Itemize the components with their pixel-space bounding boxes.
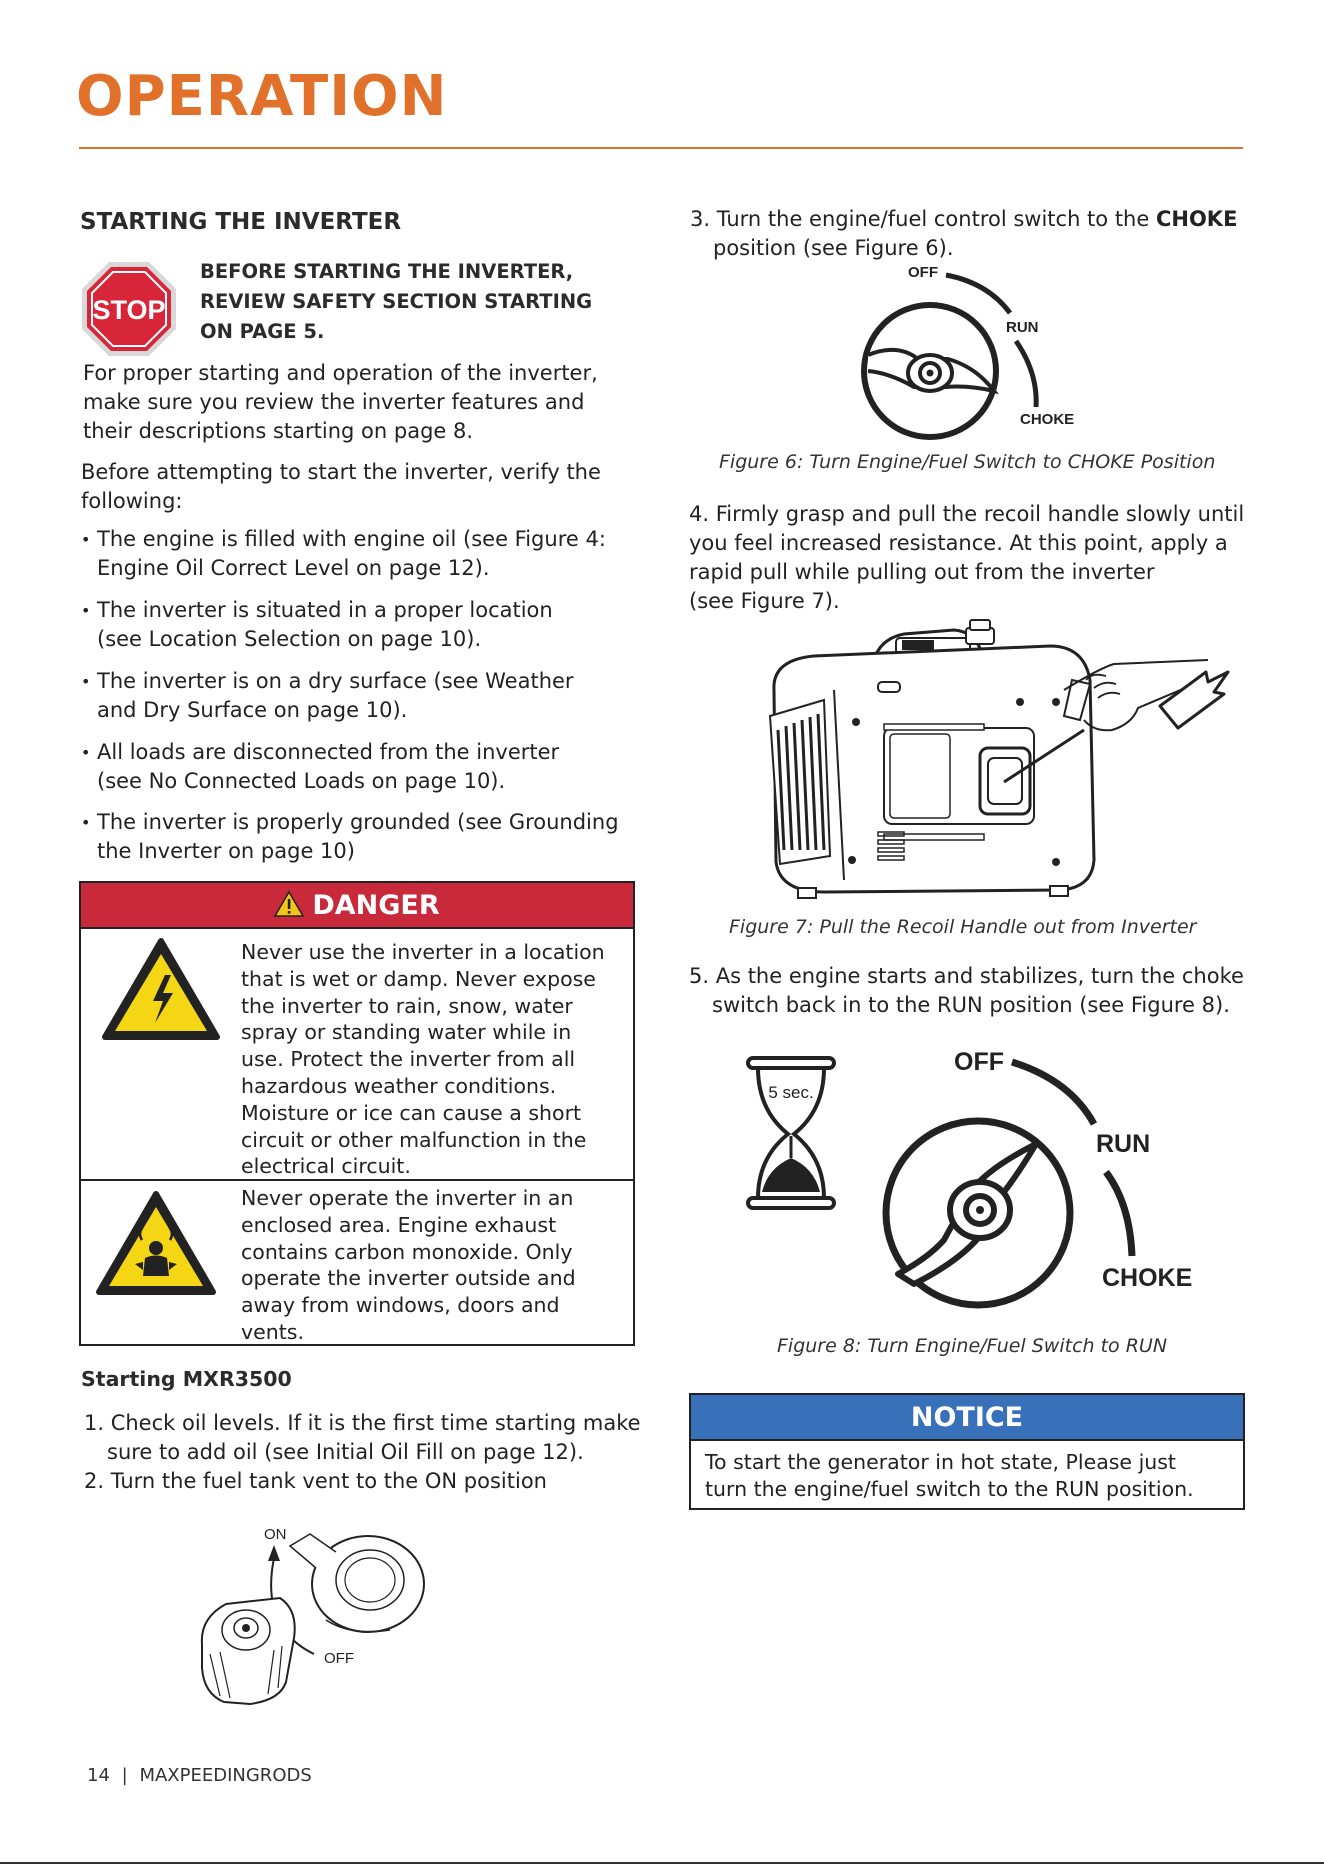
subsection-title: Starting MXR3500 [81, 1367, 292, 1391]
fig8-choke-label: CHOKE [1102, 1264, 1193, 1292]
stop-sign-label: STOP [92, 295, 166, 325]
figure-7-caption: Figure 7: Pull the Recoil Handle out from Inverter [729, 916, 1197, 938]
fig6-off-label: OFF [908, 264, 938, 281]
timer-label: 5 sec. [768, 1083, 814, 1102]
page-number: 14 [87, 1765, 110, 1786]
fuel-vent-figure [190, 1518, 440, 1718]
vent-on-label: ON [264, 1526, 287, 1543]
danger-title: DANGER [312, 890, 440, 921]
footer-brand: MAXPEEDINGRODS [139, 1765, 312, 1786]
hourglass-timer-icon [744, 1054, 840, 1212]
footer-separator: | [121, 1765, 128, 1786]
electric-shock-warning-icon [101, 937, 221, 1043]
figure-8-caption: Figure 8: Turn Engine/Fuel Switch to RUN [777, 1335, 1168, 1357]
verify-paragraph: Before attempting to start the inverter, verify the following: [81, 460, 601, 513]
fig6-run-label: RUN [1006, 319, 1039, 336]
danger-header [81, 883, 633, 929]
stop-sign-icon [80, 260, 178, 358]
figure-6-caption: Figure 6: Turn Engine/Fuel Switch to CHOKE Position [719, 451, 1216, 473]
danger-divider [81, 1179, 633, 1181]
title-divider [79, 147, 1243, 149]
notice-header: NOTICE [691, 1395, 1243, 1441]
danger-item-exhaust: Never operate the inverter in an enclosed area. Engine exhaust contains carbon monoxide. Only operate the inverter outside and away from windows, doors and vents. [241, 1186, 576, 1344]
step-2: 2. Turn the fuel tank vent to the ON position [84, 1469, 547, 1493]
step-1: 1. Check oil levels. If it is the first time starting make sure to add oil (see Initial Oil Fill on page 12). [84, 1411, 641, 1464]
notice-text: To start the generator in hot state, Please just turn the engine/fuel switch to the RUN position. [705, 1450, 1194, 1501]
section-title: STARTING THE INVERTER [80, 209, 402, 235]
choke-switch-figure [858, 263, 1098, 453]
step-3: 3. Turn the engine/fuel control switch to the CHOKE position (see Figure 6). [690, 207, 1238, 260]
bottom-rule [0, 1862, 1324, 1864]
danger-item-electric: Never use the inverter in a location that is wet or damp. Never expose the inverter to rain, snow, water spray or standing water while in use. Protect the inverter from all hazardous weather conditions. Moisture or ice can cause a short circuit or other malfunction in the electrical circuit. [241, 940, 605, 1179]
warning-triangle-icon [274, 891, 304, 917]
vent-off-label: OFF [324, 1650, 354, 1667]
toxic-fumes-warning-icon [95, 1190, 217, 1298]
generator-recoil-figure [754, 620, 1239, 905]
fig8-run-label: RUN [1096, 1130, 1151, 1158]
fig8-off-label: OFF [954, 1048, 1004, 1076]
intro-paragraph: For proper starting and operation of the inverter, make sure you review the inverter features and their descriptions starting on page 8. [83, 361, 598, 443]
notice-box [689, 1393, 1245, 1510]
step-5: 5. As the engine starts and stabilizes, turn the choke switch back in to the RUN position (see Figure 8). [689, 964, 1244, 1017]
safety-warning: BEFORE STARTING THE INVERTER, REVIEW SAFETY SECTION STARTING ON PAGE 5. [200, 260, 593, 343]
step-4: 4. Firmly grasp and pull the recoil handle slowly until you feel increased resistance. At this point, apply a rapid pull while pulling out from the inverter (see Figure 7). [689, 502, 1245, 613]
danger-box [79, 881, 635, 1346]
page-footer [87, 1765, 312, 1786]
run-switch-figure [884, 1044, 1204, 1306]
page-title: OPERATION [76, 64, 448, 129]
fig6-choke-label: CHOKE [1020, 411, 1075, 428]
